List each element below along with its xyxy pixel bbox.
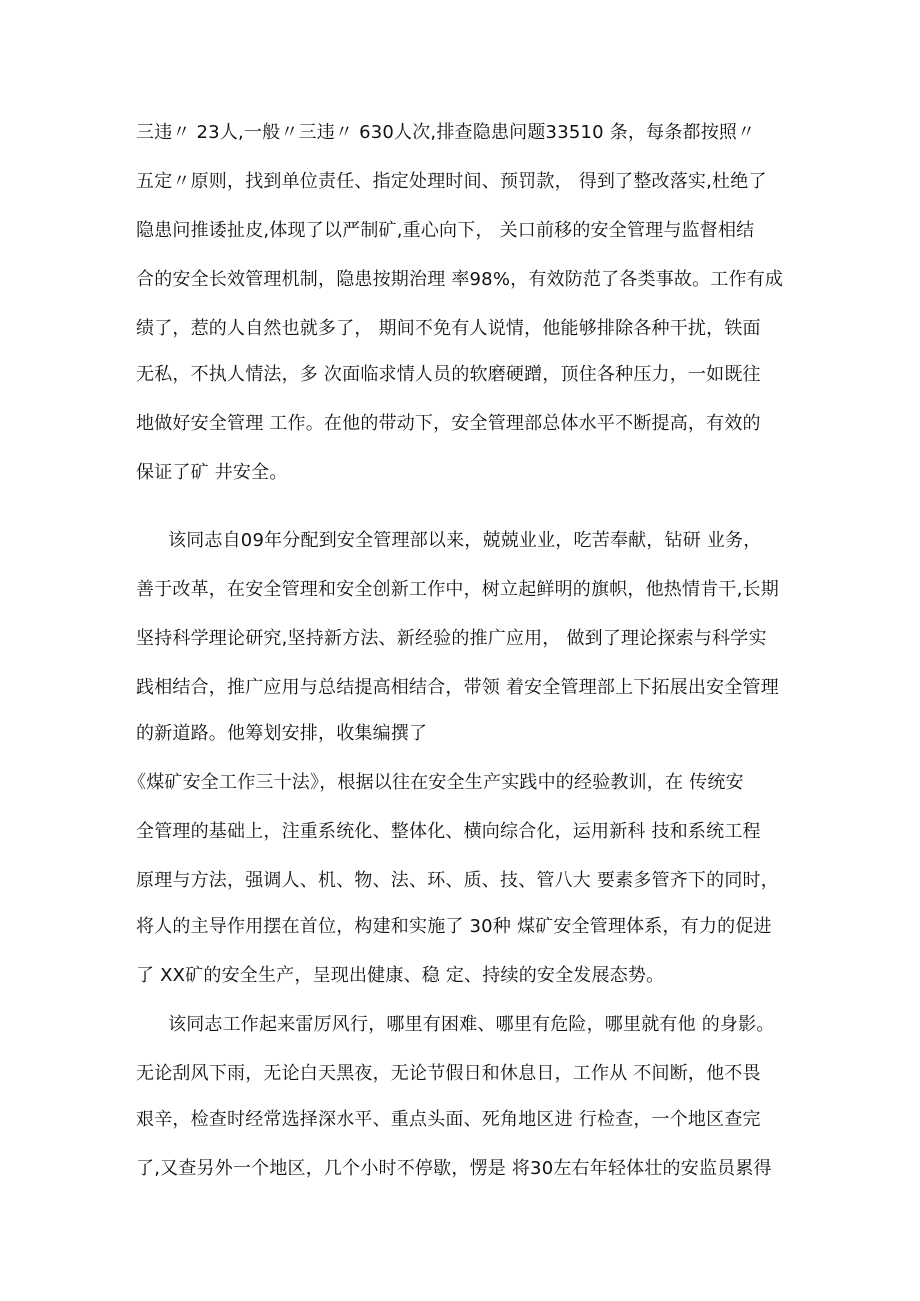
text-line: 坚持科学理论研究,坚持新方法、新经验的推广应用， 做到了理论探索与科学实 [136,628,767,649]
text-line: 善于改革，在安全管理和安全创新工作中，树立起鲜明的旗帜，他热情肯干,长期 [136,579,779,600]
text-line: 践相结合，推广应用与总结提高相结合，带领 着安全管理部上下拓展出安全管理 [136,677,779,698]
text-line: 隐患问推诿扯皮,体现了以严制矿,重心向下， 关口前移的安全管理与监督相结 [136,220,755,241]
text-line: 绩了，惹的人自然也就多了， 期间不免有人说情，他能够排除各种干扰，铁面 [136,318,761,339]
paragraph-first-line: 该同志自09年分配到安全管理部以来，兢兢业业，吃苦奉献，钻研 业务， [168,530,762,551]
text-line: 合的安全长效管理机制，隐患按期治理 率98%，有效防范了各类事故。工作有成 [136,269,784,290]
text-line: 地做好安全管理 工作。在他的带动下，安全管理部总体水平不断提高，有效的 [136,413,761,434]
text-line: 艰辛，检查时经常选择深水平、重点头面、死角地区进 行检查，一个地区查完 [136,1109,761,1130]
text-line: 五定〃原则，找到单位责任、指定处理时间、预罚款， 得到了整改落实,杜绝了 [136,171,767,192]
text-line: 的新道路。他筹划安排，收集编撰了 [136,723,428,744]
text-line: 了 XX矿的安全生产，呈现出健康、稳 定、持续的安全发展态势。 [136,965,665,986]
text-line: 无私，不执人情法，多 次面临求情人员的软磨硬蹭，顶住各种压力，一如既往 [136,364,761,385]
paragraph-first-line: 该同志工作起来雷厉风行，哪里有困难、哪里有危险，哪里就有他 的身影。 [168,1014,775,1035]
text-line: 将人的主导作用摆在首位，构建和实施了 30种 煤矿安全管理体系，有力的促进 [136,916,772,937]
text-line: 保证了矿 井安全。 [136,462,288,483]
text-line: 全管理的基础上，注重系统化、整体化、横向综合化，运用新科 技和系统工程 [136,821,761,842]
text-line: 原理与方法，强调人、机、物、法、环、质、技、管八大 要素多管齐下的同时， [136,870,779,891]
text-line: 《煤矿安全工作三十法》，根据以往在安全生产实践中的经验教训，在 传统安 [128,772,744,793]
text-line: 三违〃 23人,一般〃三违〃 630人次,排查隐患问题33510 条，每条都按照〃 [136,122,756,143]
text-line: 了,又查另外一个地区，几个小时不停歇，愣是 将30左右年轻体壮的安监员累得 [136,1158,772,1179]
text-line: 无论刮风下雨，无论白天黑夜，无论节假日和休息日，工作从 不间断，他不畏 [136,1063,761,1084]
